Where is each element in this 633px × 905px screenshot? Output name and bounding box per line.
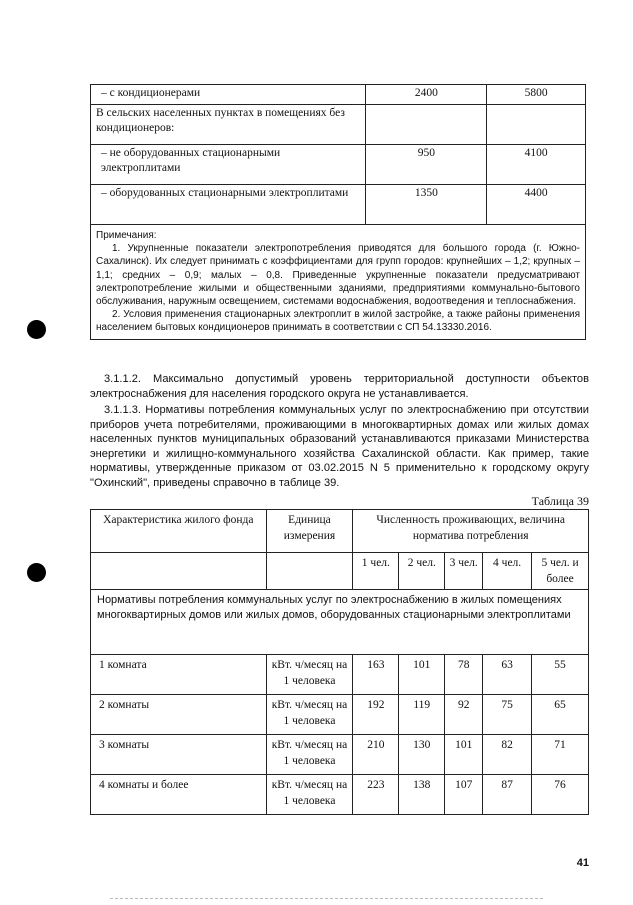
row-label: 4 комнаты и более xyxy=(91,775,267,815)
section-title: Нормативы потребления коммунальных услуг по электроснабжению в жилых помещениях многоквартирных домов или жилых домов, оборудованных стационарными электроплитами xyxy=(91,590,589,655)
section-row xyxy=(91,590,589,655)
value-cell: 1350 xyxy=(366,185,487,225)
value-cell: 138 xyxy=(399,775,445,815)
table-row xyxy=(91,85,586,105)
table-row xyxy=(91,695,589,735)
note-1: 1. Укрупненные показатели электропотребления приводятся для большого города (г. Южно-Сахалинск). Их следует принимать с коэффициентами для групп городов: крупнейших – 1,2; крупных – 1,1; средних – 0,9; малых – 0,8. Приведенные укрупненные показатели предусматривают электропотребление жилыми и общественными зданиями, предприятиями коммунально-бытового обслуживания, наружным освещением, системами водоснабжения, водоотведения и теплоснабжения. xyxy=(96,243,580,308)
table-row xyxy=(91,775,589,815)
scan-edge-line xyxy=(110,898,543,899)
row-label: – не оборудованных стационарными электроплитами xyxy=(91,145,366,185)
page-number: 41 xyxy=(576,857,589,869)
row-label: 1 комната xyxy=(91,655,267,695)
value-cell xyxy=(487,105,586,145)
value-cell: 119 xyxy=(399,695,445,735)
value-cell: 5800 xyxy=(487,85,586,105)
notes-cell xyxy=(91,225,586,340)
value-cell: 78 xyxy=(445,655,483,695)
value-cell: 101 xyxy=(445,735,483,775)
subheader-4: 4 чел. xyxy=(483,553,532,590)
value-cell: 4400 xyxy=(487,185,586,225)
row-label: 3 комнаты xyxy=(91,735,267,775)
value-cell: 107 xyxy=(445,775,483,815)
paragraph-3-1-1-3: 3.1.1.3. Нормативы потребления коммунальных услуг по электроснабжению при отсутствии приборов учета потребителями, проживающими в многоквартирных домах или жилых домах населенных пунктов муниципальных образований устанавливаются приказами Министерства энергетики и жилищно-коммунального хозяйства Сахалинской области. Как пример, такие нормативы, утвержденные приказом от 03.02.2015 N 5 применительно к городскому округу "Охинский", приведены справочно в таблице 39. xyxy=(90,404,589,489)
value-cell: 76 xyxy=(532,775,589,815)
value-cell: 163 xyxy=(353,655,399,695)
value-cell: 210 xyxy=(353,735,399,775)
value-cell: 92 xyxy=(445,695,483,735)
table-row xyxy=(91,655,589,695)
value-cell: 63 xyxy=(483,655,532,695)
punch-hole xyxy=(27,320,46,339)
unit-cell: кВт. ч/месяц на 1 человека xyxy=(266,735,353,775)
row-label: – с кондиционерами xyxy=(91,85,366,105)
punch-hole xyxy=(27,563,46,582)
value-cell: 65 xyxy=(532,695,589,735)
paragraph-3-1-1-2: 3.1.1.2. Максимально допустимый уровень территориальной доступности объектов электроснабжения для населения городского округа не устанавливается. xyxy=(90,373,589,400)
table-row xyxy=(91,145,586,185)
value-cell: 950 xyxy=(366,145,487,185)
value-cell: 87 xyxy=(483,775,532,815)
note-2: 2. Условия применения стационарных электроплит в жилой застройке, а также районы применения населением бытовых кондиционеров принимать в соответствии с СП 54.13330.2016. xyxy=(96,309,580,334)
unit-cell: кВт. ч/месяц на 1 человека xyxy=(266,655,353,695)
table-row xyxy=(91,735,589,775)
table-subheader-row xyxy=(91,553,589,590)
table-caption: Таблица 39 xyxy=(531,494,589,508)
unit-cell: кВт. ч/месяц на 1 человека xyxy=(266,695,353,735)
header-unit: Единица измерения xyxy=(266,510,353,553)
empty-cell xyxy=(266,553,353,590)
value-cell: 2400 xyxy=(366,85,487,105)
value-cell: 223 xyxy=(353,775,399,815)
consumption-table-continued xyxy=(90,84,586,340)
value-cell: 71 xyxy=(532,735,589,775)
row-label: 2 комнаты xyxy=(91,695,267,735)
value-cell: 4100 xyxy=(487,145,586,185)
unit-cell: кВт. ч/месяц на 1 человека xyxy=(266,775,353,815)
subheader-5: 5 чел. и более xyxy=(532,553,589,590)
value-cell: 82 xyxy=(483,735,532,775)
subheader-1: 1 чел. xyxy=(353,553,399,590)
table-header-row xyxy=(91,510,589,553)
value-cell xyxy=(366,105,487,145)
table-row xyxy=(91,105,586,145)
subheader-2: 2 чел. xyxy=(399,553,445,590)
table-39 xyxy=(90,509,589,815)
value-cell: 130 xyxy=(399,735,445,775)
value-cell: 55 xyxy=(532,655,589,695)
header-residents: Численность проживающих, величина норматива потребления xyxy=(353,510,589,553)
table-row xyxy=(91,185,586,225)
value-cell: 192 xyxy=(353,695,399,735)
value-cell: 75 xyxy=(483,695,532,735)
value-cell: 101 xyxy=(399,655,445,695)
subheader-3: 3 чел. xyxy=(445,553,483,590)
notes-row xyxy=(91,225,586,340)
header-housing-type: Характеристика жилого фонда xyxy=(91,510,267,553)
notes-title: Примечания: xyxy=(96,230,157,241)
empty-cell xyxy=(91,553,267,590)
row-label: – оборудованных стационарными электроплитами xyxy=(91,185,366,225)
row-label: В сельских населенных пунктах в помещениях без кондиционеров: xyxy=(91,105,366,145)
